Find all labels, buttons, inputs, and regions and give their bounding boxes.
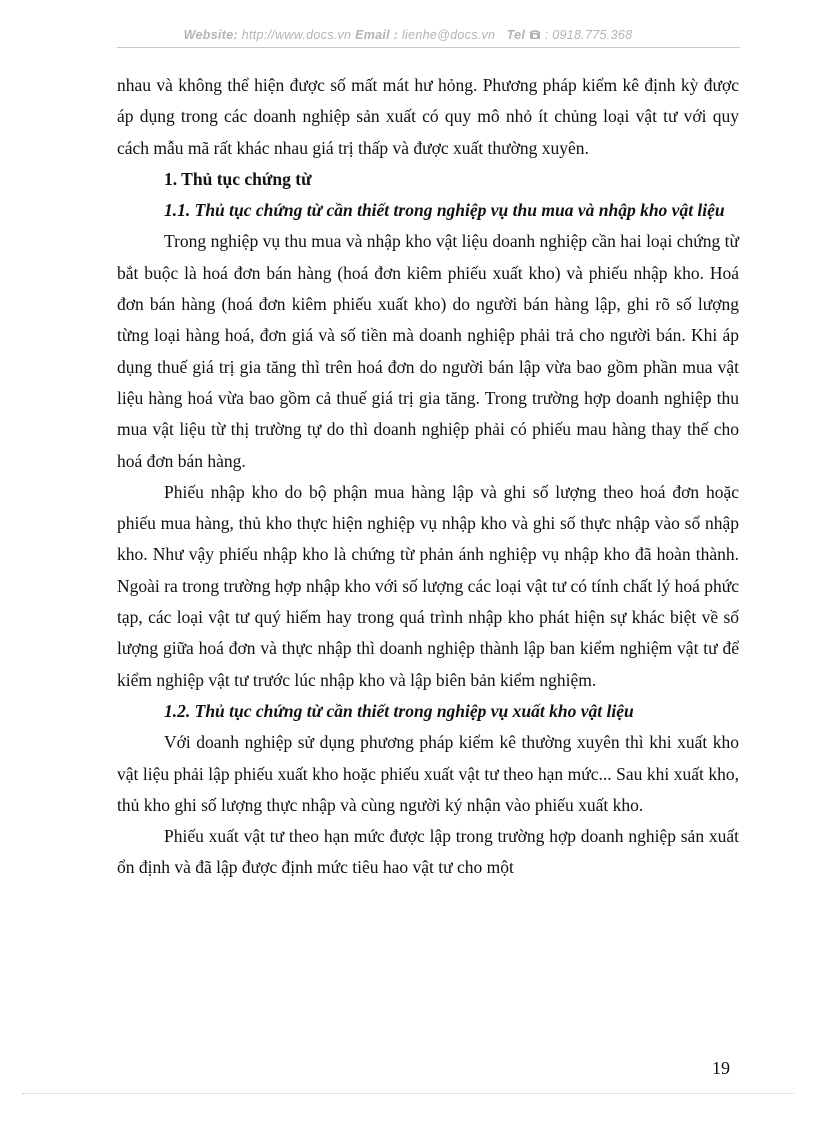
email-label: Email : [355, 28, 399, 42]
phone-icon [529, 29, 541, 40]
tel-value: : 0918.775.368 [544, 28, 633, 42]
document-body [117, 70, 739, 884]
subsection-heading-1-2: 1.2. Thủ tục chứng từ cần thiết trong nghiệp vụ xuất kho vật liệu [164, 700, 634, 721]
tel-label: Tel [506, 28, 526, 42]
paragraph: Với doanh nghiệp sử dụng phương pháp kiểm kê thường xuyên thì khi xuất kho vật liệu phải lập phiếu xuất kho hoặc phiếu xuất vật tư theo hạn mức... Sau khi xuất kho, thủ kho ghi số lượng thực nhập và cùng người ký nhận vào phiếu xuất kho. [117, 732, 739, 815]
paragraph: Phiếu xuất vật tư theo hạn mức được lập trong trường hợp doanh nghiệp sản xuất ổn định và đã lập được định mức tiêu hao vật tư cho một [117, 826, 739, 878]
page-header [0, 28, 816, 42]
subsection-heading-1-1: 1.1. Thủ tục chứng từ cần thiết trong nghiệp vụ thu mua và nhập kho vật liệu [164, 200, 725, 221]
section-heading: 1. Thủ tục chứng từ [164, 168, 312, 189]
paragraph-intro: nhau và không thể hiện được số mất mát hư hỏng. Phương pháp kiểm kê định kỳ được áp dụng trong các doanh nghiệp sản xuất có quy mô nhỏ ít chủng loại vật tư với quy cách mẫu mã rất khác nhau giá trị thấp và được xuất thường xuyên. [117, 75, 739, 158]
footer-divider [22, 1093, 794, 1094]
paragraph: Phiếu nhập kho do bộ phận mua hàng lập và ghi số lượng theo hoá đơn hoặc phiếu mua hàng, thủ kho thực hiện nghiệp vụ nhập kho và ghi số thực nhập vào sổ nhập kho. Như vậy phiếu nhập kho là chứng từ phản ánh nghiệp vụ nhập kho đã hoàn thành. Ngoài ra trong trường hợp nhập kho với số lượng các loại vật tư có tính chất lý hoá phức tạp, các loại vật tư quý hiếm hay trong quá trình nhập kho phát hiện sự khác biệt về số lượng giữa hoá đơn và thực nhập thì doanh nghiệp thành lập ban kiểm nghiệm vật tư để kiểm nghiệp vật tư trước lúc nhập kho và lập biên bản kiểm nghiệm. [117, 481, 739, 690]
website-value[interactable]: http://www.docs.vn [241, 28, 352, 42]
page-number: 19 [712, 1058, 730, 1078]
email-value[interactable]: lienhe@docs.vn [401, 28, 496, 42]
header-divider [117, 47, 740, 48]
website-label: Website: [183, 28, 238, 42]
paragraph: Trong nghiệp vụ thu mua và nhập kho vật liệu doanh nghiệp cần hai loại chứng từ bắt buộc là hoá đơn bán hàng (hoá đơn kiêm phiếu xuất kho) và phiếu nhập kho. Hoá đơn bán hàng (hoá đơn kiêm phiếu xuất kho) do người bán hàng lập, ghi rõ số lượng từng loại hàng hoá, đơn giá và số tiền mà doanh nghiệp phải trả cho người bán. Khi áp dụng thuế giá trị gia tăng thì trên hoá đơn do người bán lập vừa bao gồm phần mua vật liệu hàng hoá vừa bao gồm cả thuế giá trị gia tăng. Trong trường hợp doanh nghiệp thu mua vật liệu từ thị trường tự do thì doanh nghiệp phải có phiếu mau hàng thay thế cho hoá đơn bán hàng. [117, 231, 739, 471]
